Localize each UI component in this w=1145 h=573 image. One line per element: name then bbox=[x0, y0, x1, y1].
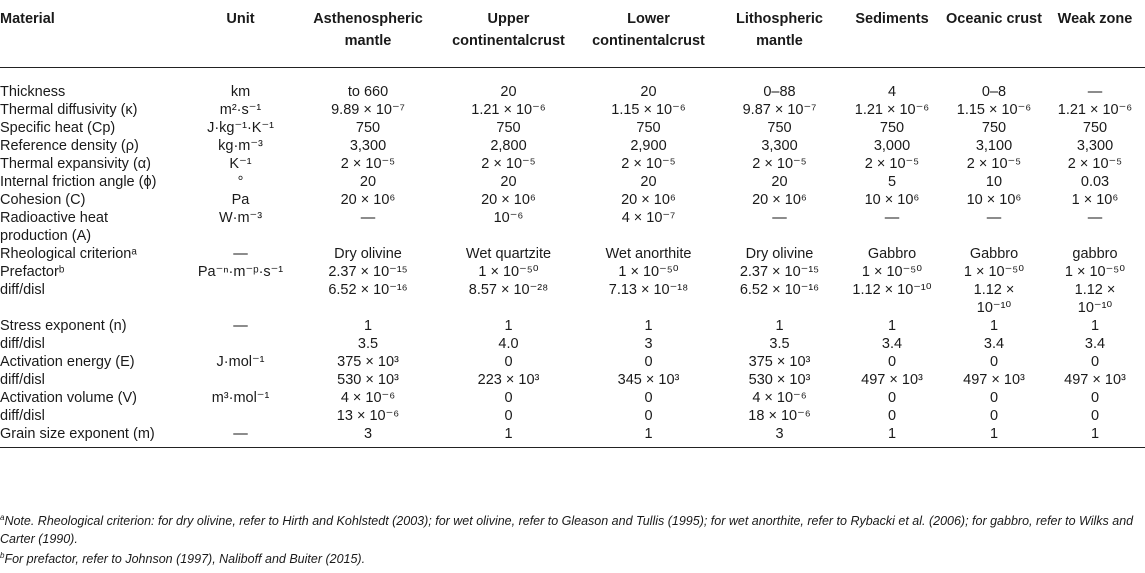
value-cell bbox=[579, 299, 718, 317]
unit-cell bbox=[183, 335, 298, 353]
table-body bbox=[0, 67, 1145, 447]
table-row bbox=[0, 191, 1145, 209]
unit-cell: W·m⁻³ bbox=[218, 209, 263, 226]
value-cell: 3 bbox=[718, 425, 841, 448]
value-cell: 2.37 × 10⁻¹⁵ bbox=[739, 263, 820, 280]
unit-cell: — bbox=[183, 425, 298, 448]
value-cell: — bbox=[986, 209, 1002, 226]
value-cell: 3.4 bbox=[1084, 335, 1106, 352]
value-cell bbox=[298, 227, 438, 245]
footnote-b-text: For prefactor, refer to Johnson (1997), Naliboff and Buiter (2015). bbox=[4, 552, 366, 566]
value-cell: 0–8 bbox=[981, 83, 1007, 100]
table-row bbox=[0, 173, 1145, 191]
value-cell: — bbox=[884, 209, 900, 226]
table-row bbox=[0, 371, 1145, 389]
value-cell: 530 × 10³ bbox=[748, 371, 811, 388]
value-cell: 0 bbox=[644, 407, 653, 424]
value-cell: 3,100 bbox=[975, 137, 1013, 154]
table-row bbox=[0, 317, 1145, 335]
value-cell: 1.21 × 10⁻⁶ bbox=[854, 101, 930, 118]
value-cell: 750 bbox=[767, 119, 792, 136]
value-cell: 3,000 bbox=[873, 137, 911, 154]
unit-cell: Pa bbox=[231, 191, 250, 208]
value-cell: 750 bbox=[355, 119, 381, 136]
value-cell: 1 × 10⁻⁵⁰ bbox=[861, 263, 923, 280]
value-cell: 3.4 bbox=[881, 335, 903, 352]
row-label: Stress exponent (n) bbox=[0, 317, 127, 334]
table-row bbox=[0, 281, 1145, 299]
value-cell: 10⁻¹⁰ bbox=[976, 299, 1012, 316]
value-cell: Dry olivine bbox=[745, 245, 814, 262]
value-cell: 20 bbox=[500, 173, 517, 190]
value-cell: 20 × 10⁶ bbox=[752, 191, 807, 208]
unit-cell: kg·m⁻³ bbox=[218, 137, 263, 154]
row-label: Cohesion (C) bbox=[0, 191, 86, 208]
value-cell: 2 × 10⁻⁵ bbox=[481, 155, 536, 172]
value-cell bbox=[718, 299, 841, 317]
value-cell: 1 bbox=[841, 425, 943, 448]
value-cell: 2.37 × 10⁻¹⁵ bbox=[328, 263, 408, 280]
value-cell: 375 × 10³ bbox=[748, 353, 811, 370]
unit-cell: — bbox=[233, 245, 248, 262]
value-cell: 2 × 10⁻⁵ bbox=[864, 155, 920, 172]
material-parameters-table bbox=[0, 4, 1145, 448]
value-cell: 1.15 × 10⁻⁶ bbox=[611, 101, 686, 118]
unit-cell: km bbox=[230, 83, 251, 100]
value-cell: 1 bbox=[504, 317, 513, 334]
value-cell bbox=[1045, 227, 1145, 245]
value-cell: 20 bbox=[500, 83, 517, 100]
table-footnotes bbox=[0, 512, 1145, 570]
row-label: diff/disl bbox=[0, 371, 45, 388]
table-row bbox=[0, 263, 1145, 281]
value-cell: 20 bbox=[771, 173, 788, 190]
value-cell: 9.87 × 10⁻⁷ bbox=[742, 101, 817, 118]
value-cell: 2 × 10⁻⁵ bbox=[1067, 155, 1123, 172]
value-cell: 1.21 × 10⁻⁶ bbox=[471, 101, 546, 118]
table-row bbox=[0, 335, 1145, 353]
value-cell: 375 × 10³ bbox=[337, 353, 399, 370]
value-cell: 0 bbox=[1090, 353, 1100, 370]
unit-cell: ° bbox=[237, 173, 244, 190]
value-cell: Dry olivine bbox=[334, 245, 402, 262]
value-cell: 0 bbox=[644, 353, 653, 370]
value-cell bbox=[718, 227, 841, 245]
value-cell: 20 × 10⁶ bbox=[340, 191, 396, 208]
value-cell bbox=[841, 227, 943, 245]
value-cell: 6.52 × 10⁻¹⁶ bbox=[739, 281, 820, 298]
value-cell: 2 × 10⁻⁵ bbox=[621, 155, 676, 172]
value-cell: 0 bbox=[1090, 407, 1100, 424]
value-cell: 1 bbox=[579, 425, 718, 448]
value-cell bbox=[579, 227, 718, 245]
value-cell: 8.57 × 10⁻²⁸ bbox=[468, 281, 549, 298]
value-cell: 1 × 10⁻⁵⁰ bbox=[478, 263, 539, 280]
value-cell: 0 bbox=[504, 353, 513, 370]
column-header: Lithospheric mantle bbox=[718, 4, 841, 67]
value-cell: 1 × 10⁻⁵⁰ bbox=[618, 263, 679, 280]
value-cell: 2 × 10⁻⁵ bbox=[966, 155, 1022, 172]
row-label: Activation volume (V) bbox=[0, 389, 137, 406]
row-label: Specific heat (Cp) bbox=[0, 119, 116, 136]
column-header: Asthenospheric mantle bbox=[298, 4, 438, 67]
value-cell: 497 × 10³ bbox=[1064, 371, 1126, 388]
row-label: production (A) bbox=[0, 227, 92, 244]
value-cell: Gabbro bbox=[867, 245, 917, 262]
value-cell: 3.5 bbox=[357, 335, 379, 352]
value-cell: 4 × 10⁻⁶ bbox=[340, 389, 396, 406]
row-label: diff/disl bbox=[0, 281, 45, 298]
value-cell: 1 bbox=[887, 317, 897, 334]
value-cell: 7.13 × 10⁻¹⁸ bbox=[608, 281, 689, 298]
value-cell: 3.5 bbox=[769, 335, 790, 352]
row-label: diff/disl bbox=[0, 335, 45, 352]
value-cell: 10 × 10⁶ bbox=[864, 191, 920, 208]
row-label: Thickness bbox=[0, 83, 66, 100]
table-row bbox=[0, 299, 1145, 317]
table-row bbox=[0, 389, 1145, 407]
value-cell: 2 × 10⁻⁵ bbox=[752, 155, 807, 172]
value-cell: 0–88 bbox=[763, 83, 796, 100]
value-cell: 1 bbox=[989, 317, 999, 334]
value-cell: 3,300 bbox=[1076, 137, 1114, 154]
unit-cell bbox=[183, 281, 298, 299]
row-label: Thermal diffusivity (κ) bbox=[0, 101, 138, 118]
value-cell: 0 bbox=[504, 407, 513, 424]
value-cell: 1 bbox=[644, 317, 653, 334]
value-cell: 20 × 10⁶ bbox=[481, 191, 536, 208]
value-cell: 1.15 × 10⁻⁶ bbox=[956, 101, 1032, 118]
value-cell: 1.12 × bbox=[973, 281, 1015, 298]
value-cell: 10⁻¹⁰ bbox=[1077, 299, 1113, 316]
value-cell: 497 × 10³ bbox=[861, 371, 923, 388]
row-label: Thermal expansivity (α) bbox=[0, 155, 152, 172]
value-cell: 1.21 × 10⁻⁶ bbox=[1057, 101, 1133, 118]
value-cell: 3,300 bbox=[761, 137, 798, 154]
value-cell: 750 bbox=[636, 119, 661, 136]
table-row bbox=[0, 353, 1145, 371]
value-cell: Wet quartzite bbox=[465, 245, 552, 262]
value-cell: 1 bbox=[438, 425, 579, 448]
value-cell: — bbox=[772, 209, 787, 226]
value-cell: 750 bbox=[879, 119, 905, 136]
value-cell: 2 × 10⁻⁵ bbox=[340, 155, 396, 172]
value-cell: 223 × 10³ bbox=[477, 371, 540, 388]
value-cell: 18 × 10⁻⁶ bbox=[748, 407, 811, 424]
value-cell: 0 bbox=[887, 389, 897, 406]
value-cell: 0 bbox=[887, 407, 897, 424]
table-row bbox=[0, 209, 1145, 227]
value-cell: — bbox=[360, 209, 376, 226]
table-header-row bbox=[0, 4, 1145, 67]
value-cell bbox=[298, 299, 438, 317]
table-row bbox=[0, 101, 1145, 119]
value-cell: 4.0 bbox=[498, 335, 519, 352]
value-cell: 10⁻⁶ bbox=[493, 209, 524, 226]
value-cell: 3 bbox=[298, 425, 438, 448]
value-cell: 6.52 × 10⁻¹⁶ bbox=[328, 281, 408, 298]
column-header: Upper continentalcrust bbox=[438, 4, 579, 67]
value-cell: 10 bbox=[985, 173, 1003, 190]
value-cell: 1 × 10⁶ bbox=[1071, 191, 1119, 208]
value-cell: 10 × 10⁶ bbox=[966, 191, 1022, 208]
value-cell: 3.4 bbox=[983, 335, 1005, 352]
table-row bbox=[0, 67, 1145, 101]
value-cell bbox=[438, 227, 579, 245]
row-label bbox=[0, 299, 183, 317]
column-header: Material bbox=[0, 4, 183, 67]
value-cell bbox=[841, 299, 943, 317]
value-cell: 345 × 10³ bbox=[617, 371, 680, 388]
table-row bbox=[0, 425, 1145, 448]
value-cell: 13 × 10⁻⁶ bbox=[336, 407, 400, 424]
value-cell: 4 bbox=[887, 83, 897, 100]
row-label: Reference density (ρ) bbox=[0, 137, 139, 154]
value-cell: 0 bbox=[989, 389, 999, 406]
value-cell: 0 bbox=[887, 353, 897, 370]
column-header: Oceanic crust bbox=[943, 4, 1045, 67]
value-cell: Gabbro bbox=[969, 245, 1019, 262]
value-cell: 20 × 10⁶ bbox=[621, 191, 676, 208]
value-cell: — bbox=[1087, 209, 1103, 226]
unit-cell bbox=[183, 299, 298, 317]
value-cell: 3 bbox=[644, 335, 653, 352]
unit-cell bbox=[183, 227, 298, 245]
value-cell: 1 × 10⁻⁵⁰ bbox=[963, 263, 1025, 280]
value-cell: 0 bbox=[989, 353, 999, 370]
value-cell: 1 bbox=[363, 317, 373, 334]
row-label: Rheological criterionᵃ bbox=[0, 245, 137, 262]
unit-cell: J·mol⁻¹ bbox=[216, 353, 265, 370]
column-header: Unit bbox=[183, 4, 298, 67]
value-cell: 1 bbox=[775, 317, 784, 334]
footnote-a-marker: a bbox=[0, 513, 5, 522]
value-cell: 750 bbox=[496, 119, 521, 136]
value-cell: 1 bbox=[943, 425, 1045, 448]
value-cell: 0 bbox=[1090, 389, 1100, 406]
value-cell: 5 bbox=[887, 173, 897, 190]
value-cell: 20 bbox=[640, 83, 657, 100]
footnote-a-text: Note. Rheological criterion: for dry olivine, refer to Hirth and Kohlstedt (2003); for wet olivine, refer to Gleason and Tullis (1995); for wet anorthite, refer to Rybacki et al. (2006); for gabbro, refer to Wilks and Carter (1990). bbox=[0, 514, 1134, 546]
value-cell: 0.03 bbox=[1080, 173, 1110, 190]
value-cell: 0 bbox=[989, 407, 999, 424]
value-cell: 530 × 10³ bbox=[337, 371, 399, 388]
unit-cell: — bbox=[233, 317, 248, 334]
footnote-a bbox=[0, 512, 1145, 548]
table-row bbox=[0, 137, 1145, 155]
unit-cell: m²·s⁻¹ bbox=[219, 101, 262, 118]
value-cell: — bbox=[1087, 83, 1103, 100]
unit-cell: K⁻¹ bbox=[229, 155, 252, 172]
value-cell: to 660 bbox=[347, 83, 389, 100]
value-cell: gabbro bbox=[1072, 245, 1118, 262]
value-cell: 20 bbox=[359, 173, 377, 190]
column-header: Lower continentalcrust bbox=[579, 4, 718, 67]
table-row bbox=[0, 155, 1145, 173]
value-cell: 1 × 10⁻⁵⁰ bbox=[1064, 263, 1126, 280]
value-cell: 2,900 bbox=[630, 137, 667, 154]
value-cell: 3,300 bbox=[349, 137, 387, 154]
row-label: Radioactive heat bbox=[0, 209, 109, 226]
value-cell: 20 bbox=[640, 173, 657, 190]
footnote-b-marker: b bbox=[0, 551, 5, 560]
value-cell: 750 bbox=[1082, 119, 1108, 136]
unit-cell: J·kg⁻¹·K⁻¹ bbox=[207, 119, 274, 136]
value-cell: 4 × 10⁻⁶ bbox=[752, 389, 807, 406]
value-cell: 4 × 10⁻⁷ bbox=[621, 209, 676, 226]
column-header: Sediments bbox=[841, 4, 943, 67]
value-cell bbox=[438, 299, 579, 317]
value-cell: 1.12 × bbox=[1074, 281, 1116, 298]
value-cell bbox=[943, 227, 1045, 245]
value-cell: 750 bbox=[981, 119, 1007, 136]
unit-cell: m³·mol⁻¹ bbox=[211, 389, 270, 406]
value-cell: 0 bbox=[504, 389, 513, 406]
value-cell: 497 × 10³ bbox=[963, 371, 1025, 388]
row-label: Activation energy (E) bbox=[0, 353, 135, 370]
value-cell: Wet anorthite bbox=[605, 245, 692, 262]
value-cell: 0 bbox=[644, 389, 653, 406]
row-label: diff/disl bbox=[0, 407, 45, 424]
table-row bbox=[0, 119, 1145, 137]
value-cell: 9.89 × 10⁻⁷ bbox=[331, 101, 405, 118]
row-label: Internal friction angle (ϕ) bbox=[0, 173, 157, 190]
value-cell: 1 bbox=[1045, 425, 1145, 448]
table-row bbox=[0, 245, 1145, 263]
table-row bbox=[0, 407, 1145, 425]
column-header: Weak zone bbox=[1045, 4, 1145, 67]
unit-cell: Pa⁻ⁿ·m⁻ᵖ·s⁻¹ bbox=[197, 263, 284, 280]
value-cell: 1 bbox=[1090, 317, 1100, 334]
value-cell: 1.12 × 10⁻¹⁰ bbox=[852, 281, 932, 298]
unit-cell bbox=[183, 371, 298, 389]
unit-cell bbox=[183, 407, 298, 425]
footnote-b bbox=[0, 550, 1145, 568]
row-label: Grain size exponent (m) bbox=[0, 425, 183, 448]
table-row bbox=[0, 227, 1145, 245]
row-label: Prefactorᵇ bbox=[0, 263, 65, 280]
value-cell: 2,800 bbox=[490, 137, 527, 154]
